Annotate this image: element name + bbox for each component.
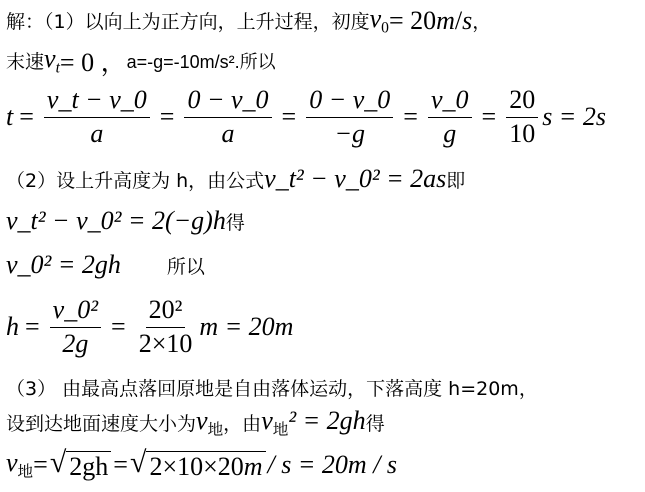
ground-velocity-symbol-final: $v_地$ (6, 448, 34, 481)
fraction-3-numerator: 0 − v_0 (306, 86, 393, 118)
fraction-1-numerator: v_t − v_0 (44, 86, 150, 118)
fraction-5-denominator: 10 (509, 118, 536, 148)
fraction-4 (428, 86, 472, 148)
final-velocity-symbol: $v_t$ (44, 43, 60, 77)
height-symbol: h (6, 312, 19, 342)
line-3-time-equation (6, 86, 606, 148)
line-4 (6, 164, 465, 194)
fraction-3 (306, 86, 393, 148)
line-5-suffix: 得 (225, 211, 245, 234)
equals-sign: = (33, 449, 48, 479)
substituted-formula: v_t² − v_0² = 2(−g)h (6, 206, 226, 235)
equals-sign: = (281, 102, 297, 132)
initial-velocity-eq: = 20 (388, 5, 437, 35)
line-2-prefix: 末速 (6, 51, 45, 73)
height-fraction-2-denominator: 2×10 (138, 328, 193, 358)
height-fraction-2-numerator: 20² (146, 296, 186, 328)
fraction-1 (44, 86, 150, 148)
equals-sign: = (19, 102, 34, 132)
line-7-height-equation (6, 296, 293, 358)
line-6-suffix: 所以 (166, 255, 205, 278)
equals-sign: = (481, 102, 497, 132)
fraction-3-denominator: −g (334, 118, 366, 148)
fraction-4-denominator: g (443, 118, 457, 148)
fraction-2 (184, 86, 271, 148)
ground-velocity-symbol: $v_地$ (196, 406, 224, 439)
initial-velocity-symbol: $v_0$ (369, 4, 389, 37)
unit-slash: / (454, 5, 463, 35)
equals-sign: = (25, 312, 40, 342)
fraction-2-numerator: 0 − v_0 (184, 86, 271, 118)
sqrt-numeric: √ 2×10×20m (130, 448, 266, 482)
height-fraction-1-denominator: 2g (62, 328, 89, 358)
sqrt-2gh: √ 2gh (50, 448, 111, 482)
final-velocity-result: / s = 20m / s (267, 449, 398, 479)
free-fall-formula: $v_地^2 = 2gh$ (261, 406, 366, 439)
line-8 (6, 374, 538, 401)
line-1-suffix: ， (472, 11, 492, 34)
line-6 (6, 250, 205, 280)
line-9-mid: ，由 (223, 413, 262, 436)
sqrt-2gh-radicand: 2gh (66, 451, 111, 482)
fraction-5-numerator: 20 (506, 86, 538, 118)
line-5 (6, 206, 245, 236)
equals-sign: = (113, 449, 128, 479)
kinematics-formula: v_t² − v_0² = 2as (264, 164, 447, 193)
height-fraction-1-numerator: v_0² (50, 296, 101, 328)
height-fraction-1 (50, 296, 101, 358)
fraction-5 (506, 86, 538, 148)
unit-s: s (462, 5, 473, 35)
line-2 (6, 42, 276, 79)
line-9-prefix: 设到达地面速度大小为 (6, 413, 197, 436)
height-fraction-2 (136, 296, 196, 358)
line-8-text: （3） 由最高点落回原地是自由落体运动，下落高度 h=20m， (6, 378, 538, 400)
unit-m: m (436, 5, 455, 35)
acceleration-text: a=-g=-10m/s².所以 (126, 51, 276, 72)
line-4-suffix: 即 (446, 169, 466, 192)
equals-sign: = (111, 312, 126, 342)
fraction-4-numerator: v_0 (428, 86, 472, 118)
line-9-suffix: 得 (365, 413, 385, 436)
line-9 (6, 406, 385, 439)
line-1-prefix: 解：（1）以向上为正方向，上升过程，初度 (6, 11, 370, 34)
line-1 (6, 4, 491, 37)
line-10-final-velocity (6, 448, 397, 482)
simplified-formula: v_0² = 2gh (6, 250, 121, 279)
line-4-prefix: （2）设上升高度为 h，由公式 (6, 169, 265, 192)
height-result: m = 20m (199, 312, 294, 342)
fraction-1-denominator: a (90, 118, 104, 148)
final-velocity-eq: = 0 ， (59, 48, 127, 77)
fraction-2-denominator: a (221, 118, 235, 148)
time-result: s = 2s (542, 102, 606, 132)
time-symbol: t (6, 102, 14, 132)
equals-sign: = (403, 102, 418, 132)
sqrt-numeric-radicand: 2×10×20m (146, 451, 265, 482)
equals-sign: = (159, 102, 175, 132)
